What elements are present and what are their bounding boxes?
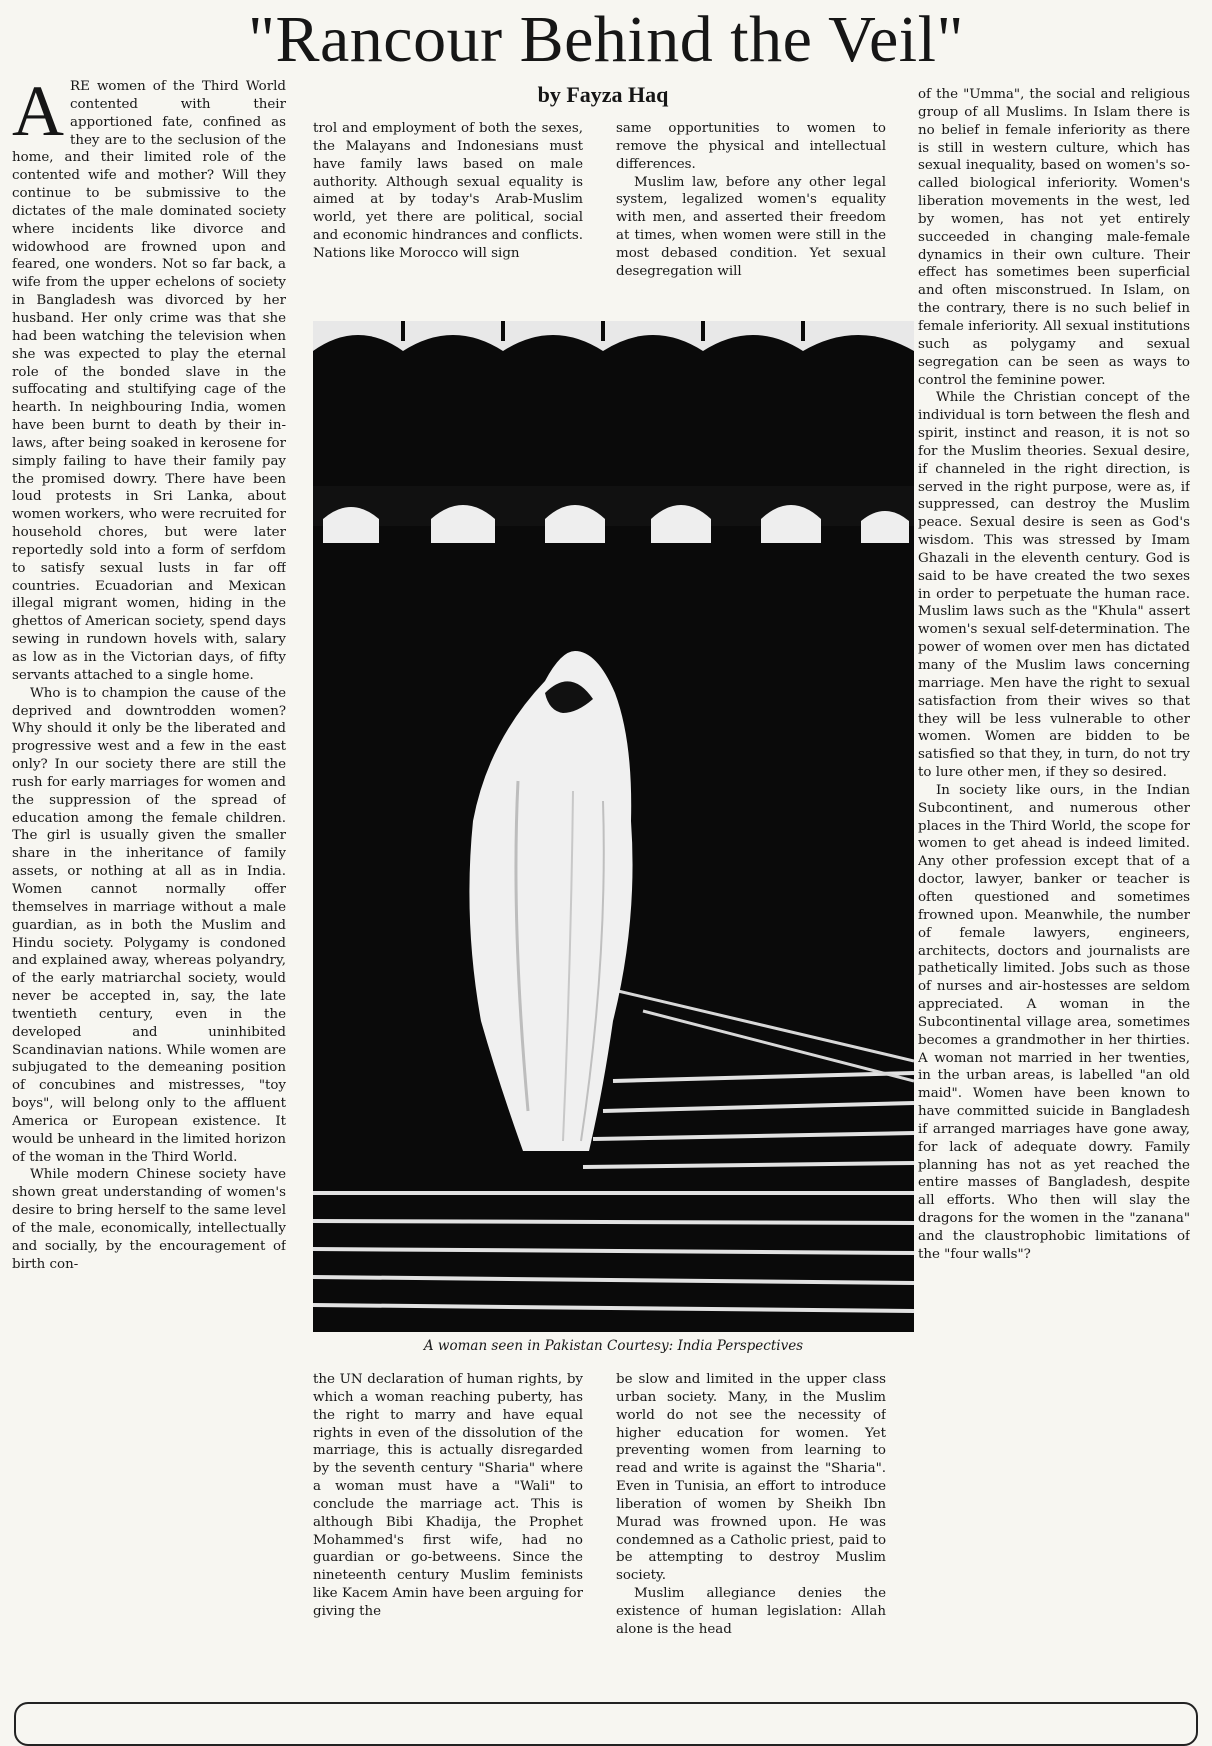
column-2-paragraph: the UN declaration of human rights, by which a woman reaching puberty, has the right to marry and have equal rights in even of the dissolution of the marriage, this is actually disregarded by the seventh century "Sharia" where a woman must have a "Wali" to conclude the marriage act. This is although Bibi Khadija, the Prophet Mohammed's first wife, had no guardian or go-betweens. Since the nineteenth century Muslim feminists like Kacem Amin have been arguing for giving the — [313, 1372, 583, 1619]
column-1-paragraph: While modern Chinese society have shown great understanding of women's desire to bring herself to the same level of the male, economically, intellectually and socially, by the encouragement of birth con- — [12, 1167, 286, 1272]
article-column-4 — [918, 86, 1190, 1696]
column-4-paragraph: In society like ours, in the Indian Subcontinent, and numerous other places in the Third World, the scope for women to get ahead is indeed limited. Any other profession except that of a doctor, lawyer, banker or teacher is often questioned and sometimes frowned upon. Meanwhile, the number of female lawyers, engineers, architects, doctors and journalists are pathetically limited. Jobs such as those of nurses and air-hostesses are seldom appreciated. A woman in the Subcontinental village area, sometimes becomes a grandmother in her thirties. A woman not married in her twenties, in the urban areas, is labelled "an old maid". Women have been known to have committed suicide in Bangladesh if arranged marriages have gone away, for lack of adequate dowry. Family planning has not as yet reached the entire masses of Bangladesh, despite all efforts. Who then will slay the dragons for the women in the "zanana" and the claustrophobic limitations of the "four walls"? — [918, 782, 1190, 1262]
column-3-paragraph: Muslim law, before any other legal system, legalized women's equality with men, and asserted their freedom at times, when women were still in the most debased condition. Yet sexual desegregation will — [616, 174, 886, 279]
column-1-paragraph: Who is to champion the cause of the deprived and downtrodden women? Why should it only be the liberated and progressive west and a few in the east only? In our society there are still the rush for early marriages for women and the suppression of the spread of education among the female children. The girl is usually given the smaller share in the inheritance of family assets, or nothing at all as in India. Women cannot normally offer themselves in marriage without a male guardian, as in both the Muslim and Hindu society. Polygamy is condoned and explained away, whereas polyandry, of the early matriarchal society, would never be accepted in, say, the late twentieth century, even in the developed and uninhibited Scandinavian nations. While women are subjugated to the demeaning position of concubines and mistresses, "toy boys", will belong only to the affluent America or European existence. It would be unheard in the limited horizon of the woman in the Third World. — [12, 685, 286, 1165]
column-3-paragraph: same opportunities to women to remove the physical and intellectual differences. — [616, 121, 886, 172]
column-3-paragraph: be slow and limited in the upper class urban society. Many, in the Muslim world do not see the necessity of higher education for women. Yet preventing women from learning to read and write is against the "Sharia". Even in Tunisia, an effort to introduce liberation of women by Sheikh Ibn Murad was frowned upon. He was condemned as a Catholic priest, paid to be attempting to destroy Muslim society. — [616, 1372, 886, 1584]
byline: by Fayza Haq — [537, 82, 669, 107]
column-4-paragraph: While the Christian concept of the individual is torn between the flesh and spirit, instinct and reason, it is not so for the Muslim theories. Sexual desire, if channeled in the right direction, is served in the right purpose, were as, if suppressed, can destroy the Muslim peace. Sexual desire is seen as God's wisdom. This was stressed by Imam Ghazali in the eleventh century. God is said to be have created the two sexes in order to perpetuate the human race. Muslim laws such as the "Khula" assert women's sexual self-determination. The power of women over men has dictated many of the Muslim laws concerning marriage. Men have the right to sexual satisfaction from their wives so that they will be less vulnerable to other women. Women are bidden to be satisfied so that they, in turn, do not try to lure other men, if they so desired. — [918, 390, 1190, 781]
headline: "Rancour Behind the Veil" — [248, 3, 964, 76]
column-1-paragraph: RE women of the Third World contented with their apportioned fate, confined as they are to the seclusion of the home, and their limited role of the contented wife and mother? Will they continue to be submissive to the dictates of the male dominated society where incidents like divorce and widowhood are frowned upon and feared, one wonders. Not so far back, a wife from the upper echelons of society in Bangladesh was divorced by her husband. Her only crime was that she had been watching the television when she was expected to play the eternal role of the bonded slave in the suffocating and stultifying cage of the hearth. In neighbouring India, women have been burnt to death by their in-laws, after being soaked in kerosene for simply failing to have their family pay the promised dowry. There have been loud protests in Sri Lanka, about women workers, who were recruited for household chores, but were later reportedly sold into a form of serfdom to satisfy sexual lusts in far off countries. Ecuadorian and Mexican illegal migrant women, hiding in the ghettos of American society, spend days sewing in rundown hovels with, salary as low as in the Victorian days, of fifty servants attached to a single home. — [12, 79, 286, 683]
column-2-paragraph: trol and employment of both the sexes, the Malayans and Indonesians must have family laws based on male authority. Although sexual equality is aimed at by today's Arab-Muslim world, yet there are political, social and economic hindrances and conflicts. Nations like Morocco will sign — [313, 121, 583, 261]
article-column-3-bottom — [616, 1371, 886, 1696]
article-column-2-bottom — [313, 1371, 583, 1696]
photo-illustration — [313, 321, 914, 1332]
veiled-woman-photo — [313, 321, 914, 1332]
bottom-border-frame — [14, 1702, 1198, 1746]
column-4-paragraph: of the "Umma", the social and religious group of all Muslims. In Islam there is no belief in female inferiority as there is still in western culture, which has sexual inequality, based on women's so-called biological inferiority. Women's liberation movements in the west, led by women, has not yet entirely succeeded in changing male-female dynamics in their own culture. Their effect has sometimes been superficial and often misconstrued. In Islam, on the contrary, there is no such belief in female inferiority. All sexual institutions such as polygamy and sexual segregation can be seen as ways to control the feminine power. — [918, 87, 1190, 388]
drop-cap: A — [12, 78, 64, 151]
column-3-paragraph: Muslim allegiance denies the existence of human legislation: Allah alone is the head — [616, 1586, 886, 1637]
article-column-1 — [12, 78, 286, 1696]
article-column-2-top — [313, 120, 583, 316]
photo-caption: A woman seen in Pakistan Courtesy: India Perspectives — [423, 1338, 804, 1354]
article-column-3-top — [616, 120, 886, 316]
